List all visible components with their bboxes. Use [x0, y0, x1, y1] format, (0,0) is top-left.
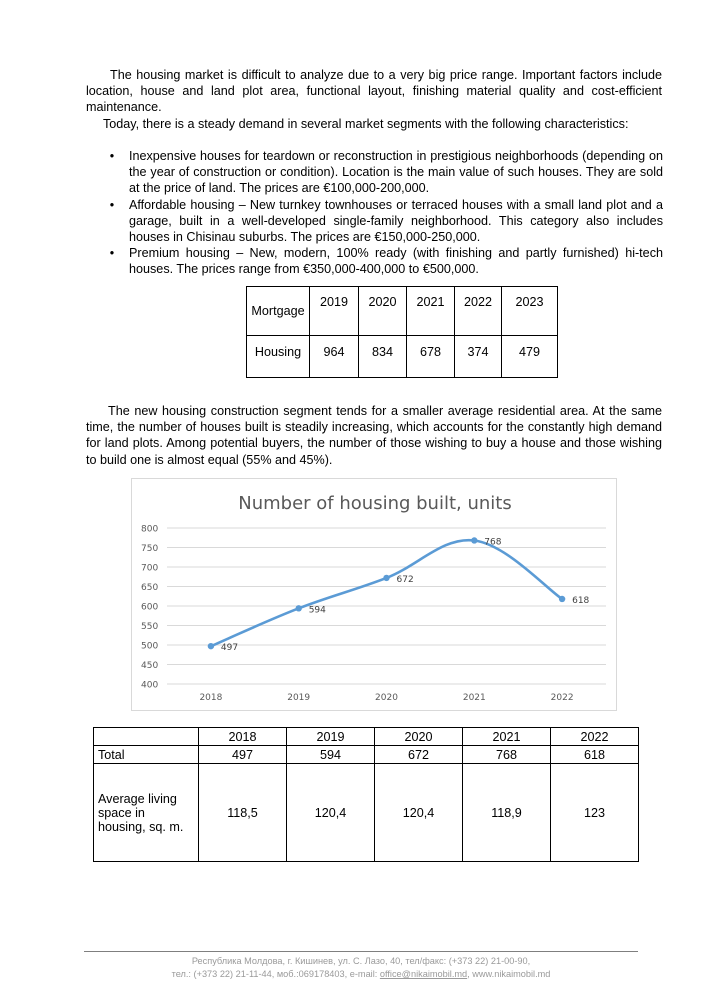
table-cell: 2020	[359, 287, 407, 336]
table-cell: 2019	[287, 728, 375, 746]
table-cell: 2018	[199, 728, 287, 746]
construction-paragraph: The new housing construction segment tends for a smaller average residential area. At the same time, the number of houses built is steadily increasing, which accounts for the constantly high demand for land plots. Among potential buyers, the number of those wishing to buy a house and those wishing to build one is almost equal (55% and 45%).	[86, 404, 662, 467]
table-cell: 2022	[551, 728, 639, 746]
list-item-text: Affordable housing – New turnkey townhouses or terraced houses with a small land plot and a garage, built in a well-developed single-family neighborhood. This category also includes houses in Chisinau suburbs. The prices are €150,000-250,000.	[129, 197, 663, 245]
data-point	[559, 596, 565, 602]
y-tick-label: 450	[141, 661, 159, 671]
data-point	[471, 537, 477, 543]
table-cell: 2023	[502, 287, 558, 336]
y-tick-label: 500	[141, 641, 159, 652]
series-line	[211, 540, 562, 646]
table-cell: 964	[310, 336, 359, 378]
table-cell: 678	[407, 336, 455, 378]
housing-built-table	[93, 727, 639, 862]
data-label: 594	[308, 605, 326, 616]
footer-contacts	[84, 968, 638, 981]
data-point	[296, 605, 302, 611]
list-item	[105, 148, 663, 197]
table-cell: Average living space in housing, sq. m.	[94, 764, 199, 862]
table-cell: 834	[359, 336, 407, 378]
table-cell: 374	[455, 336, 502, 378]
x-tick-label: 2019	[287, 693, 311, 703]
list-item-text: Premium housing – New, modern, 100% ready (with finishing and partly furnished) hi-tech houses. The prices range from €350,000-400,000 to €500,000.	[129, 246, 663, 277]
table-cell: 594	[287, 746, 375, 764]
table-cell	[94, 728, 199, 746]
table-cell: 479	[502, 336, 558, 378]
table-row	[247, 336, 558, 378]
y-tick-label: 700	[141, 563, 159, 574]
data-point	[383, 575, 389, 581]
y-tick-label: 400	[141, 680, 159, 691]
housing-built-chart	[131, 478, 617, 711]
table-cell: 2022	[455, 287, 502, 336]
table-cell: 618	[551, 746, 639, 764]
y-axis-ticks	[141, 525, 158, 691]
table-cell: 2019	[310, 287, 359, 336]
demand-paragraph: Today, there is a steady demand in several market segments with the following characteristics:	[103, 117, 629, 131]
y-tick-label: 650	[141, 583, 159, 593]
y-tick-label: 550	[141, 622, 159, 632]
table-cell: 118,9	[463, 764, 551, 862]
table-cell: 497	[199, 746, 287, 764]
table-cell: 120,4	[375, 764, 463, 862]
footer	[84, 955, 638, 981]
chart-series	[208, 537, 566, 649]
chart-canvas	[132, 479, 618, 712]
table-cell: 672	[375, 746, 463, 764]
table-cell: Housing	[247, 336, 310, 378]
email-link[interactable]: office@nikaimobil.md	[379, 969, 468, 979]
chart-title: Number of housing built, units	[238, 493, 512, 514]
data-label: 618	[572, 595, 590, 606]
table-cell: Total	[94, 746, 199, 764]
y-tick-label: 800	[141, 524, 159, 535]
segment-list	[105, 148, 663, 278]
footer-phones: тел.: (+373 22) 21-11-44, моб.:069178403, e-mail:	[171, 969, 380, 979]
x-axis-ticks	[199, 693, 573, 703]
table-row	[94, 746, 639, 764]
x-tick-label: 2022	[550, 693, 574, 703]
list-item-text: Inexpensive houses for teardown or reconstruction in prestigious neighborhoods (depending on the year of construction or condition). Location is the main value of such houses. They are sold at the price of land. The prices are €100,000-200,000.	[129, 149, 663, 196]
data-labels	[221, 537, 590, 653]
data-label: 768	[484, 537, 502, 548]
x-tick-label: 2021	[462, 693, 486, 703]
x-tick-label: 2018	[199, 693, 223, 703]
y-tick-label: 600	[141, 602, 159, 613]
chart-gridlines	[167, 528, 606, 684]
y-tick-label: 750	[141, 544, 159, 554]
table-cell: 2021	[407, 287, 455, 336]
footer-address: Республика Молдова, г. Кишинев, ул. С. Лазо, 40, тел/факс: (+373 22) 21-00-90,	[191, 956, 531, 966]
table-header-row	[247, 287, 558, 336]
table-cell: 120,4	[287, 764, 375, 862]
table-cell: 2021	[463, 728, 551, 746]
x-tick-label: 2020	[375, 693, 398, 703]
bullet-icon: •	[109, 246, 115, 261]
table-row	[94, 764, 639, 862]
data-point	[208, 643, 214, 649]
table-cell: 123	[551, 764, 639, 862]
table-header-row	[94, 728, 639, 746]
list-item	[105, 245, 663, 277]
mortgage-table	[246, 286, 558, 378]
table-cell: 118,5	[199, 764, 287, 862]
footer-website: , www.nikaimobil.md	[467, 969, 551, 979]
data-label: 672	[396, 574, 414, 585]
table-cell: 768	[463, 746, 551, 764]
footer-divider	[84, 951, 638, 952]
table-cell: Mortgage	[247, 287, 310, 336]
data-label: 497	[220, 643, 239, 654]
list-item	[105, 197, 663, 246]
table-cell: 2020	[375, 728, 463, 746]
bullet-icon: •	[109, 149, 115, 163]
intro-paragraph: The housing market is difficult to analyze due to a very big price range. Important factors include location, house and land plot area, functional layout, finishing material quality and cost-efficient maintenance.	[86, 68, 662, 115]
bullet-icon: •	[109, 197, 115, 212]
